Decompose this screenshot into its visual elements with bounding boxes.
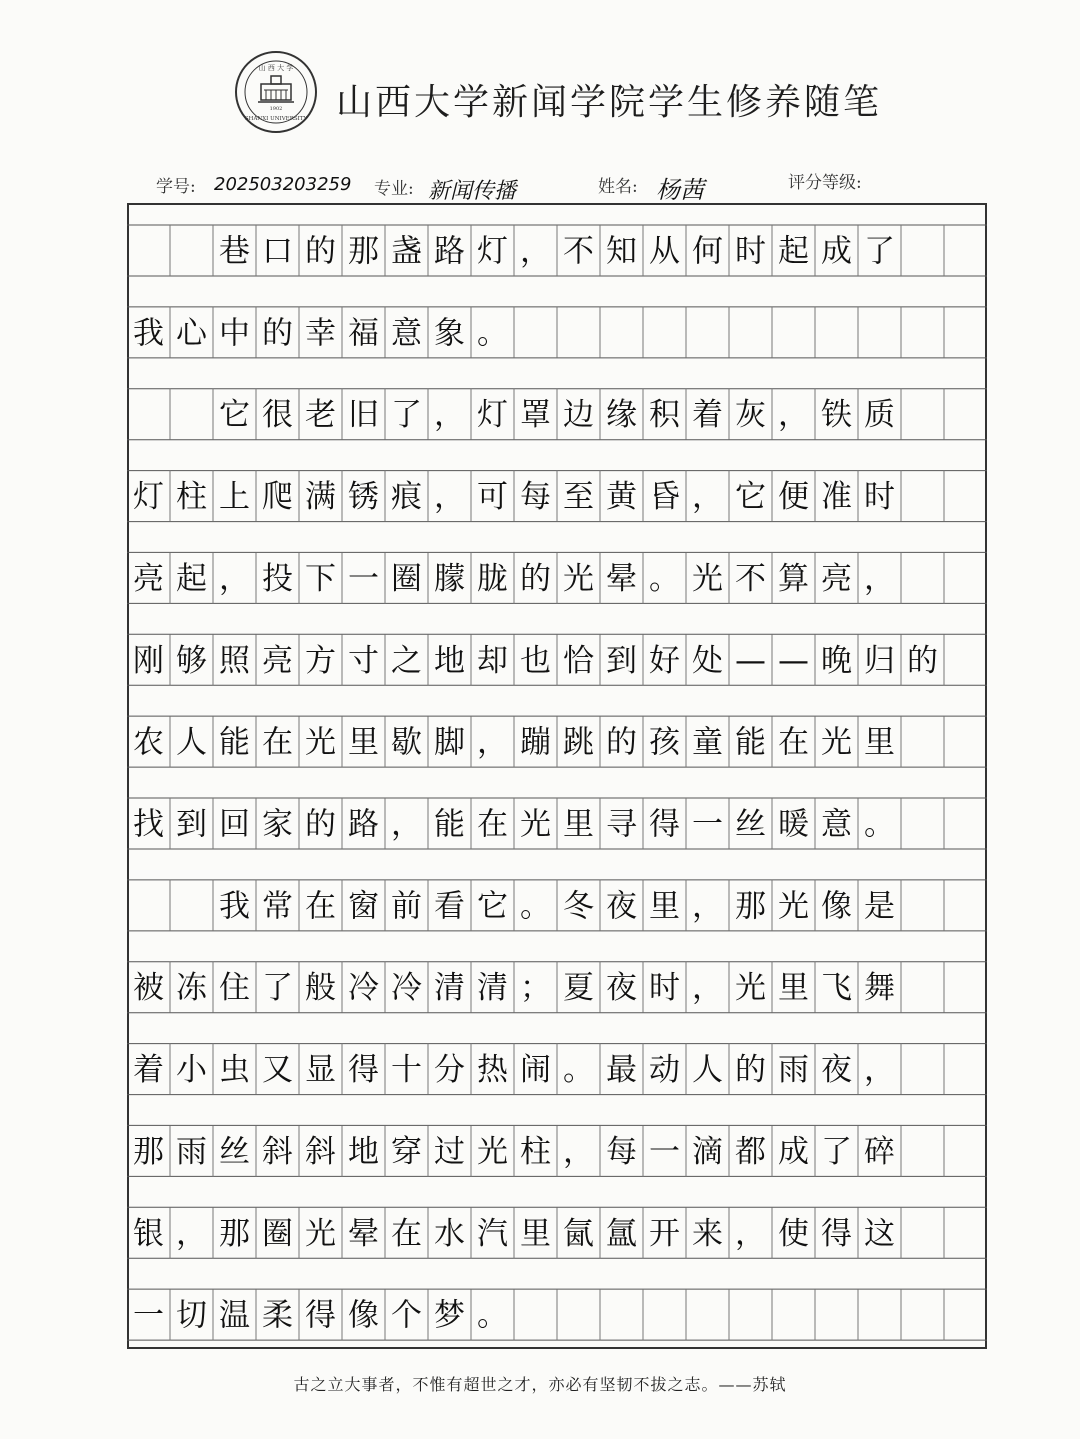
essay-char: 归 bbox=[864, 642, 895, 679]
essay-char: ， bbox=[434, 479, 465, 516]
essay-char: 每 bbox=[606, 1133, 637, 1170]
essay-char: 的 bbox=[305, 806, 336, 843]
essay-char: 被 bbox=[133, 970, 164, 1007]
essay-char: 也 bbox=[520, 642, 551, 679]
essay-char: 地 bbox=[434, 642, 465, 679]
essay-char: 虫 bbox=[219, 1052, 250, 1089]
writing-grid bbox=[127, 203, 987, 1349]
major-value: 新闻传播 bbox=[428, 179, 517, 204]
essay-char: 那 bbox=[219, 1215, 250, 1252]
essay-char: 寻 bbox=[606, 806, 637, 843]
essay-char: 处 bbox=[692, 642, 723, 679]
essay-char: 地 bbox=[348, 1133, 379, 1170]
grade-label: 评分等级: bbox=[788, 173, 862, 193]
essay-char: 柱 bbox=[520, 1133, 551, 1170]
essay-char: 灯 bbox=[133, 479, 164, 516]
essay-char: 却 bbox=[477, 642, 508, 679]
name-label: 姓名: bbox=[598, 177, 638, 197]
essay-char: 前 bbox=[391, 888, 422, 925]
essay-char: 下 bbox=[305, 560, 336, 597]
essay-char: 亮 bbox=[133, 560, 164, 597]
essay-char: 看 bbox=[434, 888, 465, 925]
essay-char: 之 bbox=[391, 642, 422, 679]
essay-char: 氲 bbox=[606, 1215, 637, 1252]
essay-char: — bbox=[735, 642, 766, 679]
essay-char: 显 bbox=[305, 1052, 336, 1089]
essay-char: 时 bbox=[649, 970, 680, 1007]
essay-char: 晕 bbox=[348, 1215, 379, 1252]
essay-char: 里 bbox=[520, 1215, 551, 1252]
essay-char: 那 bbox=[348, 233, 379, 270]
essay-char: 温 bbox=[219, 1297, 250, 1334]
essay-char: 能 bbox=[735, 724, 766, 761]
essay-char: 的 bbox=[520, 560, 551, 597]
essay-char: 夜 bbox=[606, 888, 637, 925]
essay-char: 那 bbox=[735, 888, 766, 925]
essay-char: 蹦 bbox=[520, 724, 551, 761]
essay-char: 能 bbox=[219, 724, 250, 761]
essay-char: 在 bbox=[391, 1215, 422, 1252]
essay-char: 夜 bbox=[606, 970, 637, 1007]
essay-char: 意 bbox=[821, 806, 852, 843]
essay-char: 胧 bbox=[477, 560, 508, 597]
seal-latin: SHANXI UNIVERSITY bbox=[244, 116, 308, 122]
essay-char: 寸 bbox=[348, 642, 379, 679]
essay-char: 暖 bbox=[778, 806, 809, 843]
essay-char: 好 bbox=[649, 642, 680, 679]
essay-char: ， bbox=[477, 724, 508, 761]
essay-char: 清 bbox=[434, 970, 465, 1007]
grid-paper bbox=[127, 203, 987, 1349]
essay-char: 。 bbox=[649, 560, 680, 597]
essay-char: ， bbox=[176, 1215, 207, 1252]
essay-char: 时 bbox=[864, 479, 895, 516]
essay-char: 分 bbox=[434, 1052, 465, 1089]
seal-text: 山 西 大 学 bbox=[258, 64, 294, 72]
essay-char: 穿 bbox=[391, 1133, 422, 1170]
essay-char: 里 bbox=[563, 806, 594, 843]
essay-char: ， bbox=[864, 560, 895, 597]
essay-char: 一 bbox=[649, 1133, 680, 1170]
essay-char: 水 bbox=[434, 1215, 465, 1252]
essay-char: 至 bbox=[563, 479, 594, 516]
essay-char: 能 bbox=[434, 806, 465, 843]
essay-char: 满 bbox=[305, 479, 336, 516]
essay-char: ， bbox=[434, 397, 465, 434]
essay-char: 便 bbox=[778, 479, 809, 516]
essay-char: — bbox=[778, 642, 809, 679]
essay-char: 铁 bbox=[821, 397, 852, 434]
essay-char: 过 bbox=[434, 1133, 465, 1170]
essay-char: 不 bbox=[735, 560, 766, 597]
essay-char: 路 bbox=[434, 233, 465, 270]
essay-char: 像 bbox=[821, 888, 852, 925]
student-id-value: 2025032032⁠59 bbox=[214, 174, 352, 195]
essay-char: 斜 bbox=[262, 1133, 293, 1170]
essay-char: 孩 bbox=[649, 724, 680, 761]
page-header bbox=[0, 48, 1080, 148]
essay-char: 雨 bbox=[176, 1133, 207, 1170]
essay-char: 小 bbox=[176, 1052, 207, 1089]
essay-char: 得 bbox=[649, 806, 680, 843]
essay-char: 光 bbox=[692, 560, 723, 597]
essay-char: 。 bbox=[477, 1297, 508, 1334]
essay-char: 银 bbox=[133, 1215, 164, 1252]
essay-char: 是 bbox=[864, 888, 895, 925]
essay-char: 脚 bbox=[434, 724, 465, 761]
essay-char: 里 bbox=[778, 970, 809, 1007]
essay-char: 切 bbox=[176, 1297, 207, 1334]
essay-char: 夏 bbox=[563, 970, 594, 1007]
essay-char: ， bbox=[563, 1133, 594, 1170]
essay-char: 汽 bbox=[477, 1215, 508, 1252]
essay-char: 象 bbox=[434, 315, 465, 352]
essay-char: 圈 bbox=[391, 560, 422, 597]
essay-char: 痕 bbox=[391, 479, 422, 516]
essay-char: 爬 bbox=[262, 479, 293, 516]
essay-char: 旧 bbox=[348, 397, 379, 434]
essay-char: 中 bbox=[219, 315, 250, 352]
essay-char: 热 bbox=[477, 1052, 508, 1089]
essay-char: 的 bbox=[305, 233, 336, 270]
essay-char: 它 bbox=[735, 479, 766, 516]
essay-char: ， bbox=[778, 397, 809, 434]
essay-char: 光 bbox=[821, 724, 852, 761]
essay-char: 那 bbox=[133, 1133, 164, 1170]
essay-char: 清 bbox=[477, 970, 508, 1007]
essay-char: 圈 bbox=[262, 1215, 293, 1252]
essay-char: 住 bbox=[219, 970, 250, 1007]
essay-char: 着 bbox=[133, 1052, 164, 1089]
essay-char: 光 bbox=[520, 806, 551, 843]
essay-char: 夜 bbox=[821, 1052, 852, 1089]
seal-year: 1902 bbox=[269, 106, 283, 112]
essay-char: 罩 bbox=[520, 397, 551, 434]
essay-char: 缘 bbox=[606, 397, 637, 434]
essay-char: 梦 bbox=[434, 1297, 465, 1334]
essay-char: 找 bbox=[133, 806, 164, 843]
essay-char: 光 bbox=[477, 1133, 508, 1170]
essay-char: 丝 bbox=[219, 1133, 250, 1170]
essay-char: 质 bbox=[864, 397, 895, 434]
essay-char: ， bbox=[520, 233, 551, 270]
student-info-row bbox=[0, 168, 1080, 204]
essay-char: 亮 bbox=[821, 560, 852, 597]
essay-char: ， bbox=[692, 888, 723, 925]
essay-char: 使 bbox=[778, 1215, 809, 1252]
essay-char: 窗 bbox=[348, 888, 379, 925]
essay-char: 常 bbox=[262, 888, 293, 925]
essay-char: 又 bbox=[262, 1052, 293, 1089]
essay-char: 。 bbox=[520, 888, 551, 925]
essay-char: 家 bbox=[262, 806, 293, 843]
essay-char: 雨 bbox=[778, 1052, 809, 1089]
essay-char: 的 bbox=[606, 724, 637, 761]
essay-char: ， bbox=[735, 1215, 766, 1252]
essay-char: 人 bbox=[692, 1052, 723, 1089]
essay-char: 一 bbox=[692, 806, 723, 843]
essay-char: 不 bbox=[563, 233, 594, 270]
essay-char: 准 bbox=[821, 479, 852, 516]
essay-char: 在 bbox=[262, 724, 293, 761]
name-value: 杨茜 bbox=[656, 176, 704, 204]
essay-char: 光 bbox=[305, 724, 336, 761]
essay-char: 知 bbox=[606, 233, 637, 270]
essay-char: 柔 bbox=[262, 1297, 293, 1334]
essay-char: 投 bbox=[262, 560, 293, 597]
essay-char: 舞 bbox=[864, 970, 895, 1007]
essay-char: ， bbox=[692, 479, 723, 516]
essay-char: 。 bbox=[864, 806, 895, 843]
essay-char: 来 bbox=[692, 1215, 723, 1252]
essay-char: 到 bbox=[176, 806, 207, 843]
essay-char: 口 bbox=[262, 233, 293, 270]
essay-char: 我 bbox=[219, 888, 250, 925]
essay-char: 很 bbox=[262, 397, 293, 434]
essay-char: 边 bbox=[563, 397, 594, 434]
essay-char: 一 bbox=[348, 560, 379, 597]
essay-char: 在 bbox=[778, 724, 809, 761]
essay-char: 锈 bbox=[348, 479, 379, 516]
essay-char: 可 bbox=[477, 479, 508, 516]
essay-char: 亮 bbox=[262, 642, 293, 679]
essay-char: 恰 bbox=[563, 642, 594, 679]
essay-char: ； bbox=[520, 970, 551, 1007]
essay-char: 动 bbox=[649, 1052, 680, 1089]
essay-char: 回 bbox=[219, 806, 250, 843]
essay-char: 方 bbox=[305, 642, 336, 679]
essay-char: 冬 bbox=[563, 888, 594, 925]
essay-char: 从 bbox=[649, 233, 680, 270]
essay-char: 的 bbox=[907, 642, 938, 679]
essay-char: 柱 bbox=[176, 479, 207, 516]
essay-char: 斜 bbox=[305, 1133, 336, 1170]
essay-char: 光 bbox=[735, 970, 766, 1007]
essay-char: 光 bbox=[305, 1215, 336, 1252]
essay-char: ， bbox=[219, 560, 250, 597]
essay-char: 飞 bbox=[821, 970, 852, 1007]
essay-char: 了 bbox=[262, 970, 293, 1007]
essay-char: 心 bbox=[176, 315, 207, 352]
essay-char: 一 bbox=[133, 1297, 164, 1334]
essay-char: 了 bbox=[821, 1133, 852, 1170]
essay-char: ， bbox=[864, 1052, 895, 1089]
essay-char: 的 bbox=[262, 315, 293, 352]
essay-char: 上 bbox=[219, 479, 250, 516]
essay-char: 成 bbox=[778, 1133, 809, 1170]
essay-char: 丝 bbox=[735, 806, 766, 843]
essay-char: 开 bbox=[649, 1215, 680, 1252]
essay-char: 福 bbox=[348, 315, 379, 352]
essay-char: ， bbox=[692, 970, 723, 1007]
essay-char: 照 bbox=[219, 642, 250, 679]
essay-char: 成 bbox=[821, 233, 852, 270]
essay-char: 得 bbox=[348, 1052, 379, 1089]
essay-char: 它 bbox=[477, 888, 508, 925]
essay-char: 这 bbox=[864, 1215, 895, 1252]
essay-char: 刚 bbox=[133, 642, 164, 679]
essay-char: 里 bbox=[864, 724, 895, 761]
essay-char: 了 bbox=[391, 397, 422, 434]
essay-char: 意 bbox=[391, 315, 422, 352]
essay-char: 人 bbox=[176, 724, 207, 761]
essay-char: 里 bbox=[649, 888, 680, 925]
essay-char: 灯 bbox=[477, 397, 508, 434]
essay-char: 晕 bbox=[606, 560, 637, 597]
university-seal-icon bbox=[234, 50, 318, 134]
essay-char: 冷 bbox=[391, 970, 422, 1007]
essay-char: 时 bbox=[735, 233, 766, 270]
essay-char: 闹 bbox=[520, 1052, 551, 1089]
essay-char: 氤 bbox=[563, 1215, 594, 1252]
essay-char: 冷 bbox=[348, 970, 379, 1007]
essay-char: 积 bbox=[649, 397, 680, 434]
essay-char: 得 bbox=[305, 1297, 336, 1334]
essay-char: 灯 bbox=[477, 233, 508, 270]
essay-char: 晚 bbox=[821, 642, 852, 679]
essay-char: 昏 bbox=[649, 479, 680, 516]
essay-char: 个 bbox=[391, 1297, 422, 1334]
essay-char: 它 bbox=[219, 397, 250, 434]
essay-char: 童 bbox=[692, 724, 723, 761]
essay-char: 里 bbox=[348, 724, 379, 761]
essay-char: 碎 bbox=[864, 1133, 895, 1170]
essay-char: 农 bbox=[133, 724, 164, 761]
essay-char: 灰 bbox=[735, 397, 766, 434]
essay-char: 光 bbox=[778, 888, 809, 925]
essay-char: 的 bbox=[735, 1052, 766, 1089]
essay-char: 歇 bbox=[391, 724, 422, 761]
essay-char: 巷 bbox=[219, 233, 250, 270]
essay-char: 。 bbox=[563, 1052, 594, 1089]
major-label: 专业: bbox=[374, 179, 414, 199]
essay-char: 够 bbox=[176, 642, 207, 679]
footer-motto: 古之立大事者，不惟有超世之才，亦必有坚韧不拔之志。——苏轼 bbox=[293, 1375, 787, 1394]
essay-char: 幸 bbox=[305, 315, 336, 352]
essay-char: 像 bbox=[348, 1297, 379, 1334]
essay-char: 在 bbox=[477, 806, 508, 843]
essay-char: 了 bbox=[864, 233, 895, 270]
essay-char: 光 bbox=[563, 560, 594, 597]
essay-char: 十 bbox=[391, 1052, 422, 1089]
essay-char: ， bbox=[391, 806, 422, 843]
essay-char: 在 bbox=[305, 888, 336, 925]
essay-char: 盏 bbox=[391, 233, 422, 270]
essay-char: 跳 bbox=[563, 724, 594, 761]
essay-char: 滴 bbox=[692, 1133, 723, 1170]
essay-char: 冻 bbox=[176, 970, 207, 1007]
student-id-label: 学号: bbox=[156, 177, 196, 197]
essay-char: 得 bbox=[821, 1215, 852, 1252]
essay-char: 我 bbox=[133, 315, 164, 352]
essay-char: 老 bbox=[305, 397, 336, 434]
essay-char: 都 bbox=[735, 1133, 766, 1170]
essay-char: 起 bbox=[778, 233, 809, 270]
essay-char: 朦 bbox=[434, 560, 465, 597]
essay-char: 着 bbox=[692, 397, 723, 434]
essay-char: 黄 bbox=[606, 479, 637, 516]
essay-char: 何 bbox=[692, 233, 723, 270]
essay-char: 。 bbox=[477, 315, 508, 352]
essay-char: 起 bbox=[176, 560, 207, 597]
essay-char: 般 bbox=[305, 970, 336, 1007]
essay-char: 到 bbox=[606, 642, 637, 679]
essay-char: 算 bbox=[778, 560, 809, 597]
essay-char: 最 bbox=[606, 1052, 637, 1089]
essay-char: 每 bbox=[520, 479, 551, 516]
document-title: 山西大学新闻学院学生修养随笔 bbox=[336, 82, 883, 123]
essay-char: 路 bbox=[348, 806, 379, 843]
